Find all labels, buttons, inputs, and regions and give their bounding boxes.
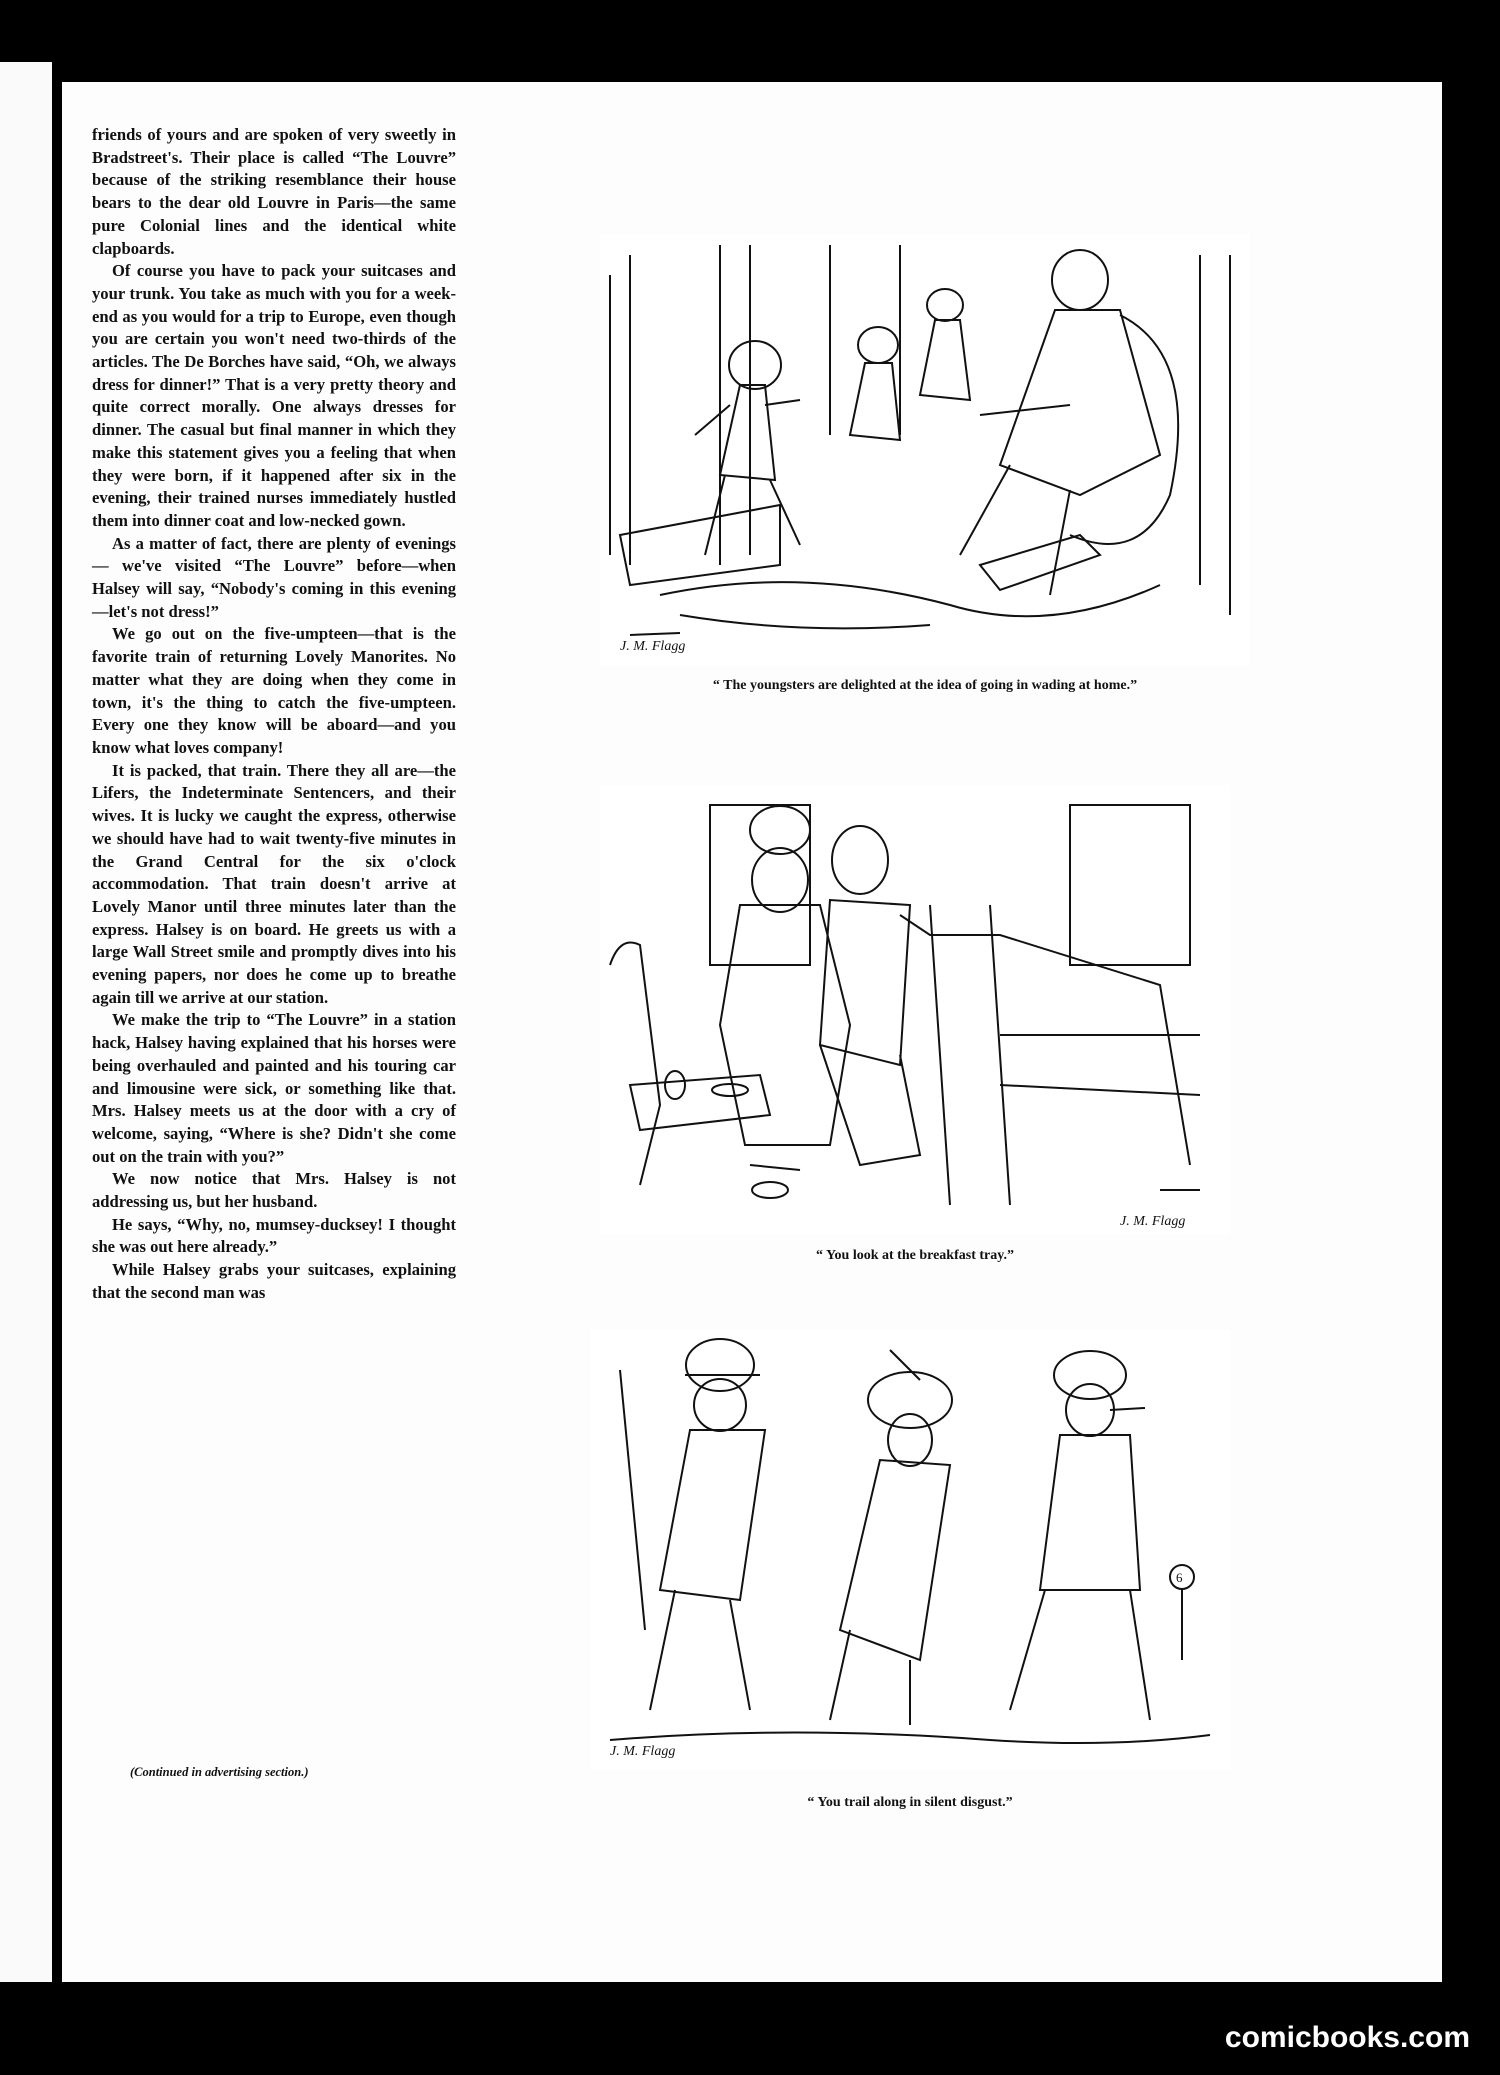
illustration-silent-disgust <box>590 1330 1230 1770</box>
previous-page-edge <box>0 62 52 1982</box>
signature: J. M. Flagg <box>610 1744 676 1759</box>
paragraph: friends of yours and are spoken of very sweetly in Bradstreet's. Their place is called “The Louvre” because of the striking resemblance their house bears to the dear old Louvre in Paris—the same pure Colonial lines and the identical white clapboards. <box>92 125 456 258</box>
illustration-caption: “ The youngsters are delighted at the idea of going in wading at home.” <box>712 678 1138 693</box>
paragraph: We make the trip to “The Louvre” in a station hack, Halsey having explained that his horses were being overhauled and painted and his touring car and limousine were sick, or something like that. Mrs. Halsey meets us at the door with a cry of welcome, saying, “Where is she? Didn't she come out on the train with you?” <box>92 1010 456 1166</box>
paragraph: Of course you have to pack your suitcases and your trunk. You take as much with you for a week-end as you would for a trip to Europe, even though you are certain you won't need two-thirds of the articles. The De Borches have said, “Oh, we always dress for dinner!” That is a very pretty theory and quite correct morally. One always dresses for dinner. The casual but final manner in which they make this statement gives you a feeling that when they were born, if it happened after six in the evening, their trained nurses immediately hustled them into dinner coat and low-necked gown. <box>92 261 456 530</box>
paragraph: While Halsey grabs your suitcases, explaining that the second man was <box>92 1260 456 1302</box>
paragraph: He says, “Why, no, mumsey-ducksey! I thought she was out here already.” <box>92 1214 456 1257</box>
illustration-wading <box>600 235 1250 665</box>
disgust-sketch <box>590 1330 1230 1770</box>
article-text-column <box>92 124 456 1305</box>
watermark: comicbooks.com <box>1224 2021 1470 2054</box>
paragraph: As a matter of fact, there are plenty of evenings — we've visited “The Louvre” before—when Halsey will say, “Nobody's coming in this evening—let's not dress!” <box>92 533 456 621</box>
signature: J. M. Flagg <box>1120 1214 1186 1229</box>
illustration-caption: “ You look at the breakfast tray.” <box>816 1248 1014 1263</box>
paragraph: We now notice that Mrs. Halsey is not addressing us, but her husband. <box>92 1169 456 1212</box>
sign-number: 6 <box>1176 1570 1183 1585</box>
continued-note: (Continued in advertising section.) <box>130 1765 309 1779</box>
paragraph: We go out on the five-umpteen—that is the favorite train of returning Lovely Manorites. No matter what they are doing when they come in town, it's the thing to catch the five-umpteen. Every one they know will be aboard—and you know what loves company! <box>92 624 456 757</box>
paragraph: It is packed, that train. There they all are—the Lifers, the Indeterminate Sentencers, and their wives. It is lucky we caught the express, otherwise we should have had to wait twenty-five minutes in the Grand Central for the six o'clock accommodation. That train doesn't arrive at Lovely Manor until three minutes later than the express. Halsey is on board. He greets us with a large Wall Street smile and promptly dives into his evening papers, nor does he come up to breathe again till we arrive at our station. <box>92 760 456 1007</box>
breakfast-sketch <box>600 785 1230 1235</box>
illustration-breakfast-tray <box>600 785 1230 1235</box>
signature: J. M. Flagg <box>620 639 686 654</box>
wading-sketch <box>600 235 1250 665</box>
illustration-caption: “ You trail along in silent disgust.” <box>807 1795 1013 1810</box>
